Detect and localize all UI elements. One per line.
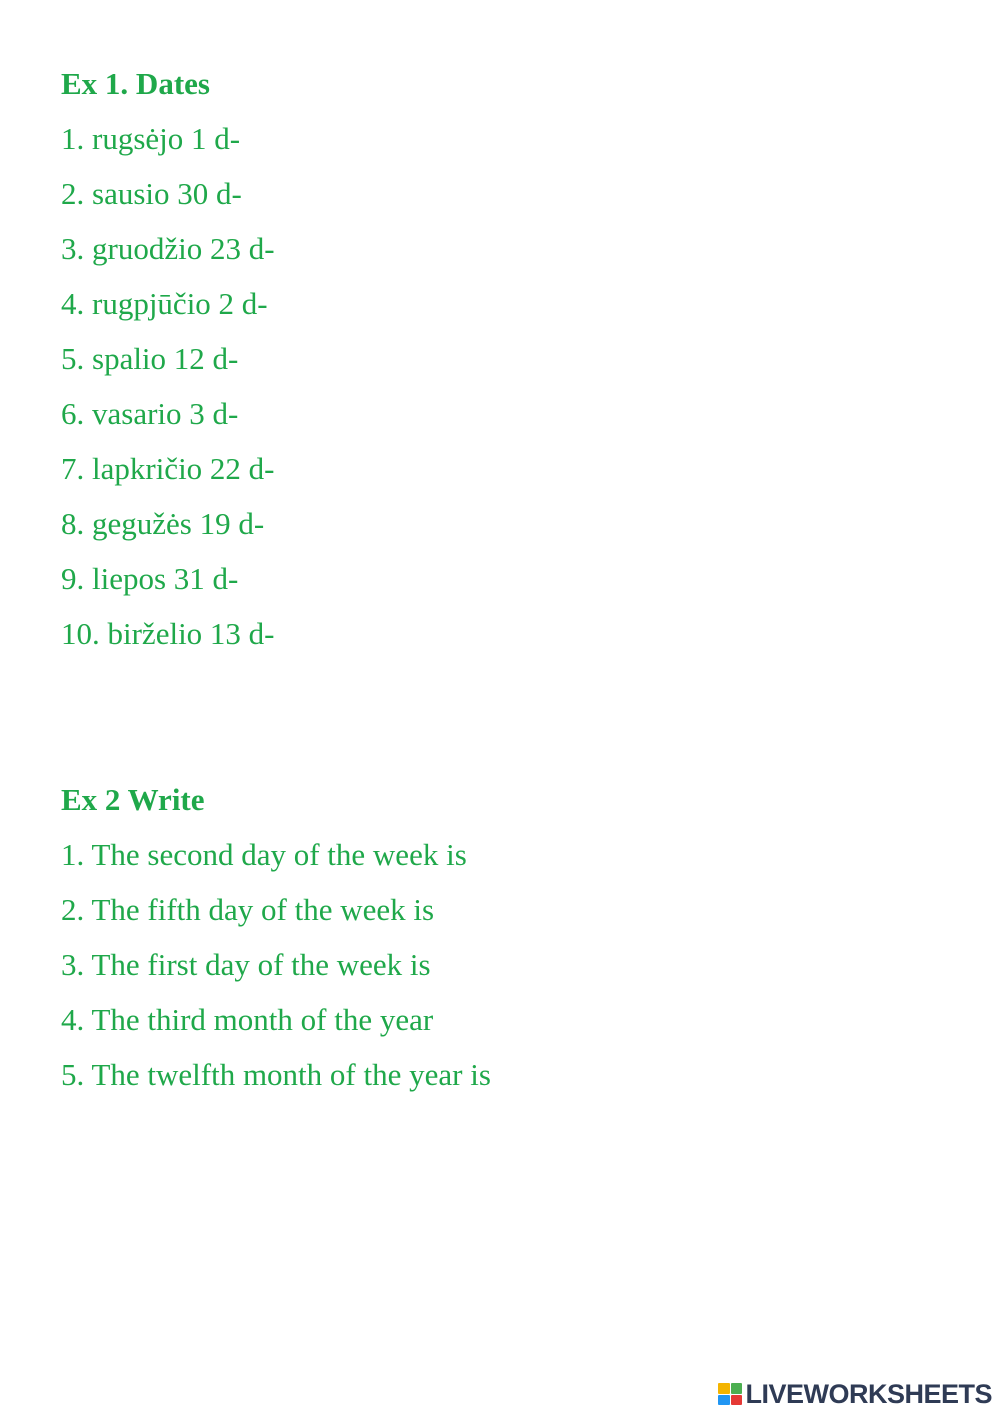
exercise-1-item: 7. lapkričio 22 d- [61, 451, 275, 486]
liveworksheets-logo [718, 1379, 992, 1409]
exercise-1-item: 3. gruodžio 23 d- [61, 231, 275, 266]
exercise-1-item: 9. liepos 31 d- [61, 561, 239, 596]
exercise-2-section [61, 772, 961, 1102]
exercise-2-item: 1. The second day of the week is [61, 837, 467, 872]
exercise-1-item: 6. vasario 3 d- [61, 396, 239, 431]
exercise-1-item: 4. rugpjūčio 2 d- [61, 286, 268, 321]
exercise-2-item: 4. The third month of the year [61, 1002, 434, 1037]
exercise-2-title: Ex 2 Write [61, 782, 205, 817]
exercise-1-item: 5. spalio 12 d- [61, 341, 239, 376]
exercise-1-item: 1. rugsėjo 1 d- [61, 121, 241, 156]
exercise-1-section [61, 56, 961, 661]
exercise-2-item: 2. The fifth day of the week is [61, 892, 435, 927]
logo-square-blue [718, 1395, 730, 1406]
liveworksheets-logo-icon [718, 1383, 742, 1405]
liveworksheets-brand-text: LIVEWORKSHEETS [745, 1379, 992, 1409]
exercise-2-item: 5. The twelfth month of the year is [61, 1057, 491, 1092]
logo-square-red [731, 1395, 743, 1406]
logo-square-green [731, 1383, 743, 1394]
logo-square-yellow [718, 1383, 730, 1394]
exercise-2-item: 3. The first day of the week is [61, 947, 431, 982]
exercise-1-item: 2. sausio 30 d- [61, 176, 242, 211]
exercise-1-title: Ex 1. Dates [61, 66, 210, 101]
exercise-1-item: 10. birželio 13 d- [61, 616, 275, 651]
exercise-1-item: 8. gegužės 19 d- [61, 506, 265, 541]
